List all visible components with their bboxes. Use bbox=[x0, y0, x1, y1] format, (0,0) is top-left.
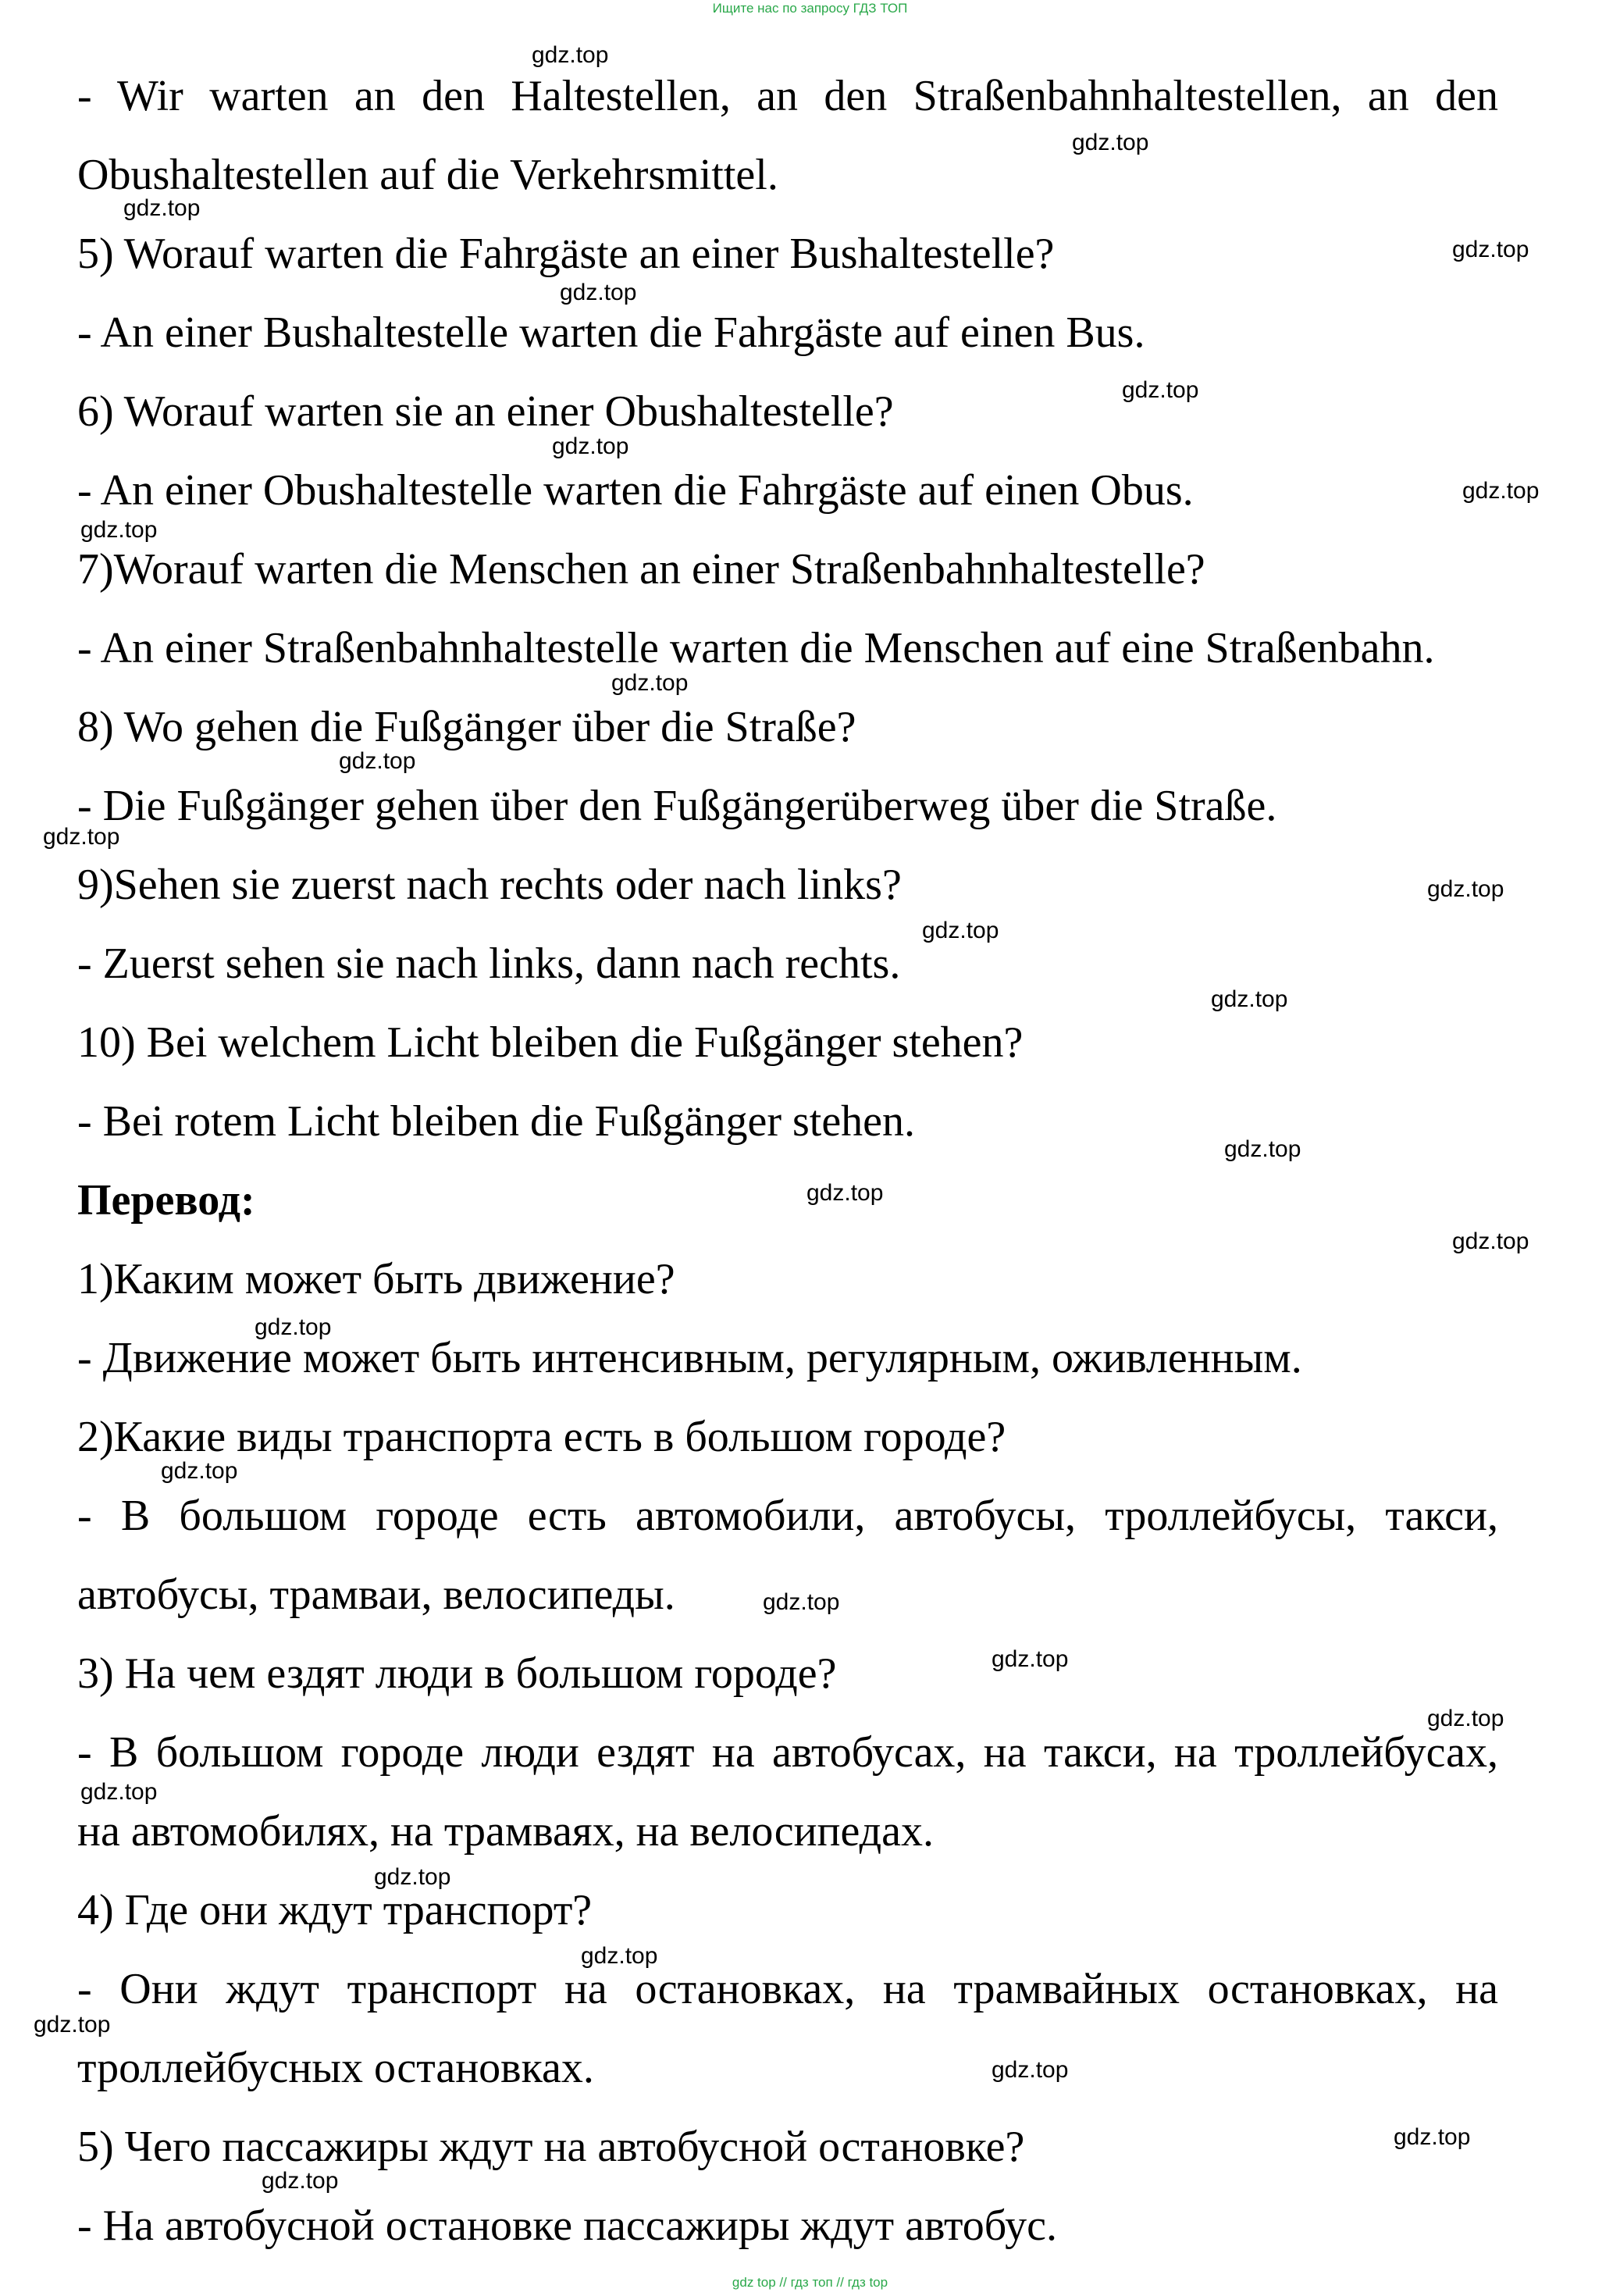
watermark: gdz.top bbox=[1462, 478, 1540, 504]
text-line-27: 5) Чего пассажиры ждут на автобусной остановке? bbox=[77, 2123, 1025, 2171]
watermark: gdz.top bbox=[374, 1864, 451, 1890]
watermark: gdz.top bbox=[1122, 377, 1199, 403]
watermark: gdz.top bbox=[262, 2168, 339, 2194]
text-line-10: - Die Fußgänger gehen über den Fußgängerüberweg über die Straße. bbox=[77, 782, 1277, 830]
text-line-22: - В большом городе люди ездят на автобусах, на такси, на троллейбусах, bbox=[77, 1728, 1498, 1777]
text-line-12: - Zuerst sehen sie nach links, dann nach rechts. bbox=[77, 939, 901, 988]
bottom-banner: gdz top // гдз топ // гдз top bbox=[732, 2275, 888, 2290]
text-line-11: 9)Sehen sie zuerst nach rechts oder nach links? bbox=[77, 861, 902, 909]
text-line-17: - Движение может быть интенсивным, регулярным, оживленным. bbox=[77, 1334, 1302, 1382]
watermark: gdz.top bbox=[1452, 1228, 1529, 1254]
section-heading-translation: Перевод: bbox=[77, 1176, 255, 1225]
text-line-16: 1)Каким может быть движение? bbox=[77, 1255, 675, 1303]
watermark: gdz.top bbox=[763, 1589, 840, 1615]
watermark: gdz.top bbox=[161, 1458, 238, 1484]
watermark: gdz.top bbox=[806, 1180, 884, 1206]
text-line-28: - На автобусной остановке пассажиры ждут автобус. bbox=[77, 2202, 1057, 2250]
text-line-2: Obushaltestellen auf die Verkehrsmittel. bbox=[77, 151, 778, 199]
watermark: gdz.top bbox=[581, 1943, 658, 1969]
text-line-26: троллейбусных остановках. bbox=[77, 2044, 594, 2092]
text-line-23: на автомобилях, на трамваях, на велосипедах. bbox=[77, 1807, 934, 1856]
watermark: gdz.top bbox=[1072, 130, 1149, 155]
watermark: gdz.top bbox=[43, 824, 120, 850]
text-line-7: 7)Worauf warten die Menschen an einer Straßenbahnhaltestelle? bbox=[77, 545, 1205, 594]
text-line-19: - В большом городе есть автомобили, автобусы, троллейбусы, такси, bbox=[77, 1492, 1498, 1540]
text-line-18: 2)Какие виды транспорта есть в большом городе? bbox=[77, 1413, 1006, 1461]
text-line-20: автобусы, трамваи, велосипеды. bbox=[77, 1570, 675, 1619]
watermark: gdz.top bbox=[1211, 986, 1288, 1012]
watermark: gdz.top bbox=[255, 1314, 332, 1340]
watermark: gdz.top bbox=[532, 42, 609, 68]
text-line-13: 10) Bei welchem Licht bleiben die Fußgänger stehen? bbox=[77, 1018, 1024, 1067]
text-line-24: 4) Где они ждут транспорт? bbox=[77, 1886, 593, 1934]
watermark: gdz.top bbox=[922, 918, 999, 943]
watermark: gdz.top bbox=[34, 2012, 111, 2038]
watermark: gdz.top bbox=[1224, 1136, 1301, 1162]
watermark: gdz.top bbox=[123, 195, 201, 221]
text-line-9: 8) Wo gehen die Fußgänger über die Straße? bbox=[77, 703, 856, 751]
watermark: gdz.top bbox=[992, 1646, 1069, 1672]
top-banner: Ищите нас по запросу ГДЗ ТОП bbox=[712, 1, 908, 16]
text-line-14: - Bei rotem Licht bleiben die Fußgänger stehen. bbox=[77, 1097, 916, 1146]
watermark: gdz.top bbox=[1427, 876, 1504, 902]
watermark: gdz.top bbox=[1452, 237, 1529, 262]
watermark: gdz.top bbox=[80, 517, 158, 543]
watermark: gdz.top bbox=[992, 2057, 1069, 2083]
watermark: gdz.top bbox=[560, 280, 637, 305]
watermark: gdz.top bbox=[552, 433, 629, 459]
text-line-5: 6) Worauf warten sie an einer Obushaltestelle? bbox=[77, 387, 894, 436]
watermark: gdz.top bbox=[611, 670, 689, 696]
watermark: gdz.top bbox=[339, 748, 416, 774]
text-line-21: 3) На чем ездят люди в большом городе? bbox=[77, 1649, 837, 1698]
watermark: gdz.top bbox=[1427, 1706, 1504, 1731]
text-line-6: - An einer Obushaltestelle warten die Fahrgäste auf einen Obus. bbox=[77, 466, 1194, 515]
text-line-4: - An einer Bushaltestelle warten die Fahrgäste auf einen Bus. bbox=[77, 308, 1145, 357]
watermark: gdz.top bbox=[1394, 2124, 1471, 2150]
text-line-25: - Они ждут транспорт на остановках, на трамвайных остановках, на bbox=[77, 1965, 1498, 2013]
watermark: gdz.top bbox=[80, 1779, 158, 1805]
text-line-8: - An einer Straßenbahnhaltestelle warten die Menschen auf eine Straßenbahn. bbox=[77, 624, 1435, 672]
text-line-1: - Wir warten an den Haltestellen, an den Straßenbahnhaltestellen, an den bbox=[77, 72, 1498, 120]
text-line-3: 5) Worauf warten die Fahrgäste an einer Bushaltestelle? bbox=[77, 230, 1055, 278]
